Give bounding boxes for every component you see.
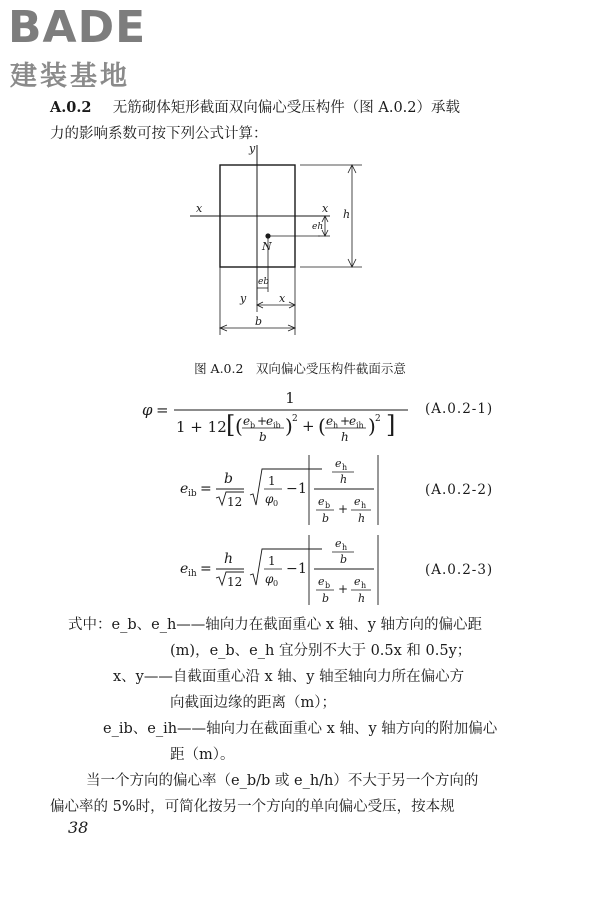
closing-paragraph-line2 <box>50 794 550 820</box>
svg-text:b: b <box>325 581 331 590</box>
svg-text:h: h <box>224 551 234 567</box>
svg-text:φ: φ <box>142 401 153 419</box>
svg-text:1 + 12: 1 + 12 <box>176 418 227 436</box>
legend-symbol: 式中：e_b、e_h—— <box>68 617 206 633</box>
svg-text:φ: φ <box>265 572 274 586</box>
page-number: 38 <box>68 818 89 837</box>
label-eb: eb <box>258 277 270 287</box>
svg-text:e: e <box>243 414 251 428</box>
svg-text:+: + <box>340 414 351 428</box>
svg-text:1: 1 <box>268 474 276 488</box>
legend-item-additional <box>103 716 497 742</box>
svg-text:b: b <box>224 471 233 487</box>
svg-text:=: = <box>200 481 212 497</box>
svg-text:+: + <box>338 582 349 596</box>
svg-text:e: e <box>180 481 189 497</box>
legend-symbol: e_ib、e_ih—— <box>103 721 207 737</box>
svg-text:): ) <box>368 414 376 438</box>
svg-text:b: b <box>322 512 330 525</box>
svg-text:1: 1 <box>298 561 307 577</box>
svg-text:−: − <box>286 481 298 497</box>
section-number: A.0.2 <box>50 99 92 116</box>
equation-number-1: (A.0.2-1) <box>425 401 494 417</box>
svg-text:[: [ <box>226 411 236 439</box>
svg-text:h: h <box>340 473 348 486</box>
label-x-left: x <box>196 202 203 215</box>
svg-text:ih: ih <box>188 569 197 579</box>
svg-text:12: 12 <box>227 495 243 509</box>
svg-text:1: 1 <box>268 554 276 568</box>
svg-text:=: = <box>200 561 212 577</box>
svg-text:e: e <box>335 537 342 550</box>
svg-text:ib: ib <box>188 489 197 499</box>
intro-line-1: 无筋砌体矩形截面双向偏心受压构件（图 A.0.2）承载 <box>112 100 460 116</box>
legend-item-eccentricity-cont <box>170 638 471 664</box>
svg-text:): ) <box>285 414 293 438</box>
closing-line-2: 偏心率的 5%时，可简化按另一个方向的单向偏心受压，按本规 <box>50 799 455 815</box>
svg-text:e: e <box>318 575 325 588</box>
svg-text:e: e <box>349 414 357 428</box>
svg-text:ih: ih <box>356 421 364 430</box>
label-y-top: y <box>249 142 256 155</box>
logo: BADE <box>8 2 147 53</box>
cross-section-figure <box>0 0 600 360</box>
label-x-right: x <box>322 202 329 215</box>
figure-caption: 图 A.0.2 双向偏心受压构件截面示意 <box>194 361 406 376</box>
svg-text:0: 0 <box>273 499 279 508</box>
svg-text:e: e <box>180 561 189 577</box>
legend-item-distance <box>113 664 464 690</box>
svg-text:0: 0 <box>273 579 279 588</box>
svg-text:b: b <box>322 592 330 605</box>
svg-text:e: e <box>335 457 342 470</box>
legend-definition: 自截面重心沿 x 轴、y 轴至轴向力所在偏心方 <box>172 669 465 685</box>
legend-definition: 距（m）。 <box>170 747 235 763</box>
label-b: b <box>255 315 263 328</box>
svg-text:h: h <box>342 463 348 472</box>
svg-text:e: e <box>326 414 334 428</box>
equation-1 <box>140 385 440 445</box>
legend-symbol: x、y—— <box>113 669 173 685</box>
svg-text:(: ( <box>318 414 326 438</box>
equation-number-2: (A.0.2-2) <box>425 482 494 498</box>
label-y-bottom: y <box>240 292 247 305</box>
svg-text:h: h <box>361 501 367 510</box>
load-point-N <box>265 233 270 238</box>
svg-text:2: 2 <box>292 414 298 424</box>
svg-text:b: b <box>259 430 267 444</box>
legend-definition: 轴向力在截面重心 x 轴、y 轴方向的附加偏心 <box>206 721 498 737</box>
svg-text:(: ( <box>235 414 243 438</box>
svg-text:b: b <box>340 553 348 566</box>
svg-text:h: h <box>341 430 349 444</box>
svg-text:1: 1 <box>285 389 295 407</box>
equation-number-3: (A.0.2-3) <box>425 562 494 578</box>
intro-line-2: 力的影响系数可按下列公式计算： <box>50 126 268 142</box>
svg-text:φ: φ <box>265 492 274 506</box>
equation-3 <box>178 533 388 608</box>
svg-text:e: e <box>354 575 361 588</box>
closing-line-1: 当一个方向的偏心率（e_b/b 或 e_h/h）不大于另一个方向的 <box>86 773 479 789</box>
svg-text:h: h <box>361 581 367 590</box>
svg-text:1: 1 <box>298 481 307 497</box>
label-h: h <box>343 208 351 221</box>
svg-text:h: h <box>333 421 339 430</box>
svg-text:]: ] <box>386 411 396 439</box>
svg-text:h: h <box>358 592 366 605</box>
svg-text:h: h <box>342 543 348 552</box>
label-eh: eh <box>312 222 324 232</box>
label-N: N <box>262 240 272 253</box>
svg-text:−: − <box>286 561 298 577</box>
label-x-dim: x <box>279 292 286 305</box>
logo-subtitle: 建装基地 <box>10 61 130 92</box>
svg-text:2: 2 <box>375 414 381 424</box>
legend-item-additional-cont <box>170 742 235 768</box>
legend-definition: 向截面边缘的距离（m）； <box>170 695 336 711</box>
legend-definition: (m)，e_b、e_h 宜分别不大于 0.5x 和 0.5y； <box>170 643 472 659</box>
svg-text:b: b <box>250 421 256 430</box>
svg-text:+: + <box>257 414 268 428</box>
legend-item-distance-cont <box>170 690 336 716</box>
svg-text:e: e <box>318 495 325 508</box>
svg-text:+: + <box>302 417 315 435</box>
equation-2 <box>178 453 388 528</box>
svg-text:+: + <box>338 502 349 516</box>
svg-text:=: = <box>156 401 169 419</box>
svg-text:ib: ib <box>273 421 281 430</box>
svg-text:e: e <box>354 495 361 508</box>
legend-item-eccentricity <box>68 612 482 638</box>
svg-text:e: e <box>266 414 274 428</box>
legend-definition: 轴向力在截面重心 x 轴、y 轴方向的偏心距 <box>205 617 482 633</box>
svg-text:b: b <box>325 501 331 510</box>
svg-text:h: h <box>358 512 366 525</box>
svg-text:12: 12 <box>227 575 243 589</box>
closing-paragraph <box>64 768 544 794</box>
